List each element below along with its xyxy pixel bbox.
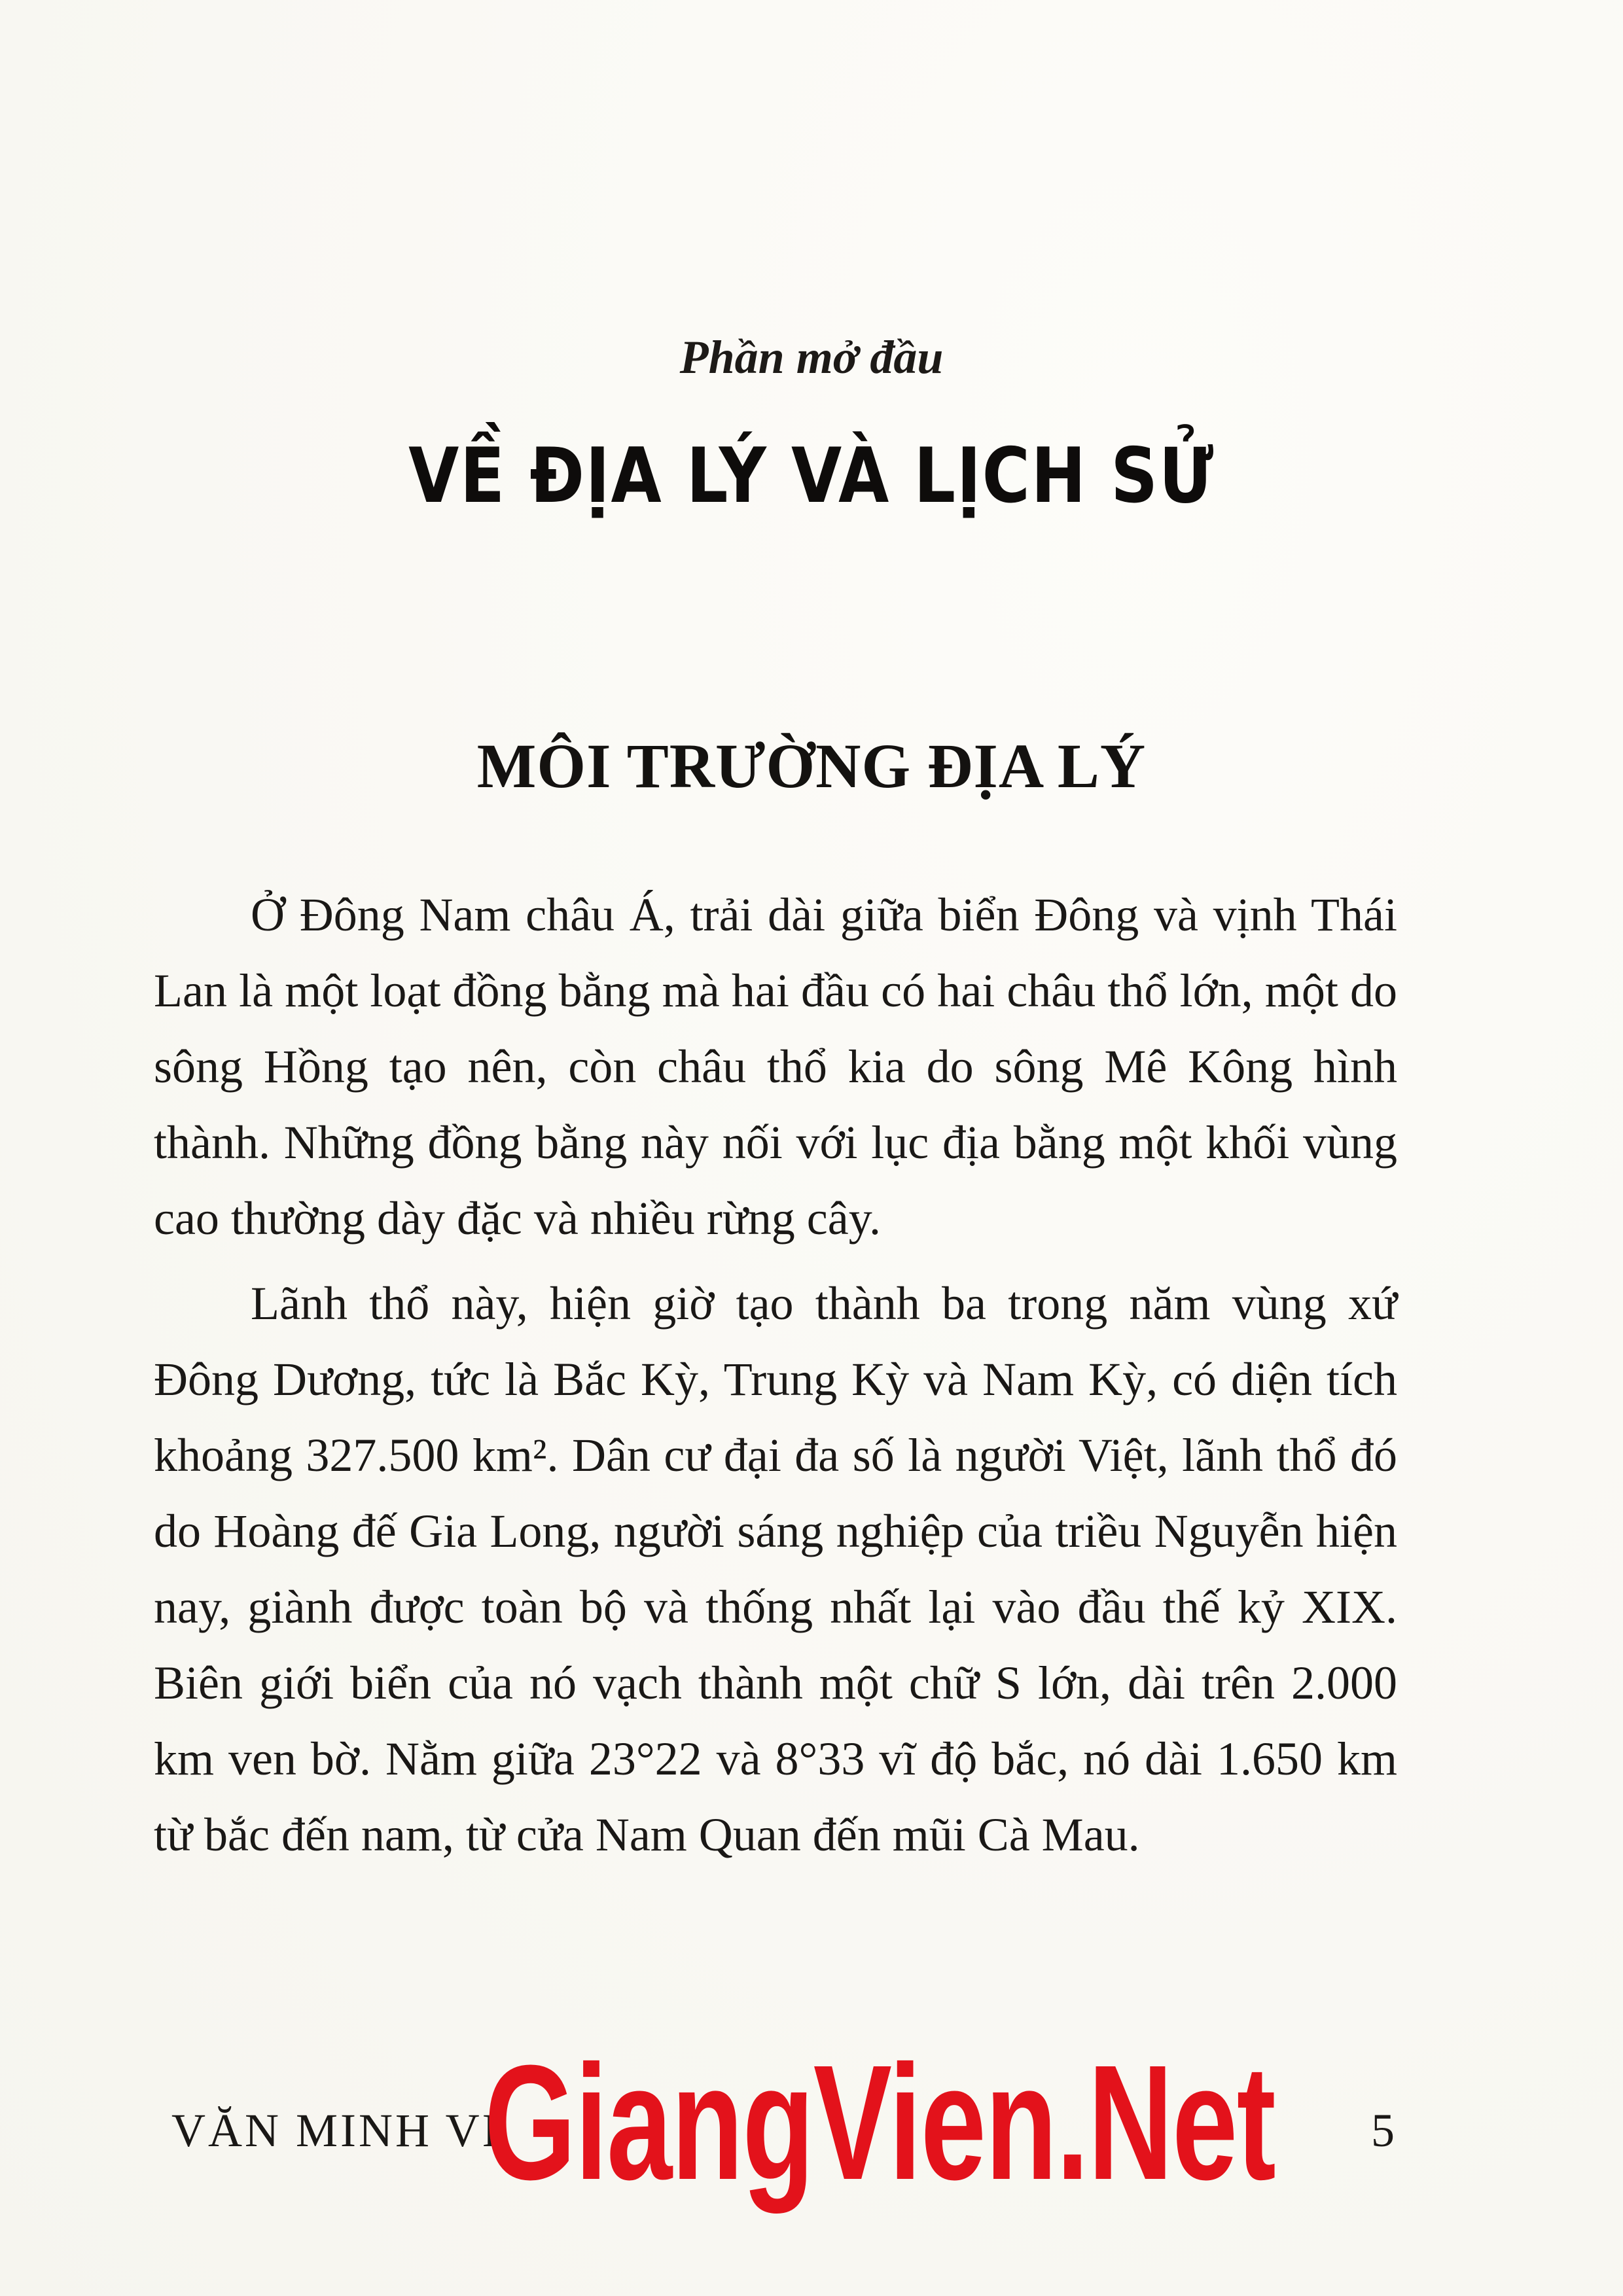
- part-title: VỀ ĐỊA LÝ VÀ LỊCH SỬ: [408, 432, 1215, 520]
- watermark-logo: GiangVien.Net: [484, 2031, 1275, 2214]
- footer-book-title: VĂN MINH VI: [171, 2104, 501, 2157]
- page-number: 5: [1371, 2104, 1395, 2157]
- body-text: [154, 877, 1397, 1873]
- section-title: MÔI TRƯỜNG ĐỊA LÝ: [476, 731, 1147, 801]
- paragraph-2: Lãnh thổ này, hiện giờ tạo thành ba trong năm vùng xứ Đông Dương, tức là Bắc Kỳ, Trung Kỳ và Nam Kỳ, có diện tích khoảng 327.500 km². Dân cư đại đa số là người Việt, lãnh thổ đó do Hoàng đế Gia Long, người sáng nghiệp của triều Nguyễn hiện nay, giành được toàn bộ và thống nhất lại vào đầu thế kỷ XIX. Biên giới biển của nó vạch thành một chữ S lớn, dài trên 2.000 km ven bờ. Nằm giữa 23°22 và 8°33 vĩ độ bắc, nó dài 1.650 km từ bắc đến nam, từ cửa Nam Quan đến mũi Cà Mau.: [154, 1277, 1397, 1861]
- paragraph-1: Ở Đông Nam châu Á, trải dài giữa biển Đông và vịnh Thái Lan là một loạt đồng bằng mà hai đầu có hai châu thổ lớn, một do sông Hồng tạo nên, còn châu thổ kia do sông Mê Kông hình thành. Những đồng bằng này nối với lục địa bằng một khối vùng cao thường dày đặc và nhiều rừng cây.: [154, 889, 1397, 1245]
- part-label: Phần mở đầu: [679, 331, 944, 383]
